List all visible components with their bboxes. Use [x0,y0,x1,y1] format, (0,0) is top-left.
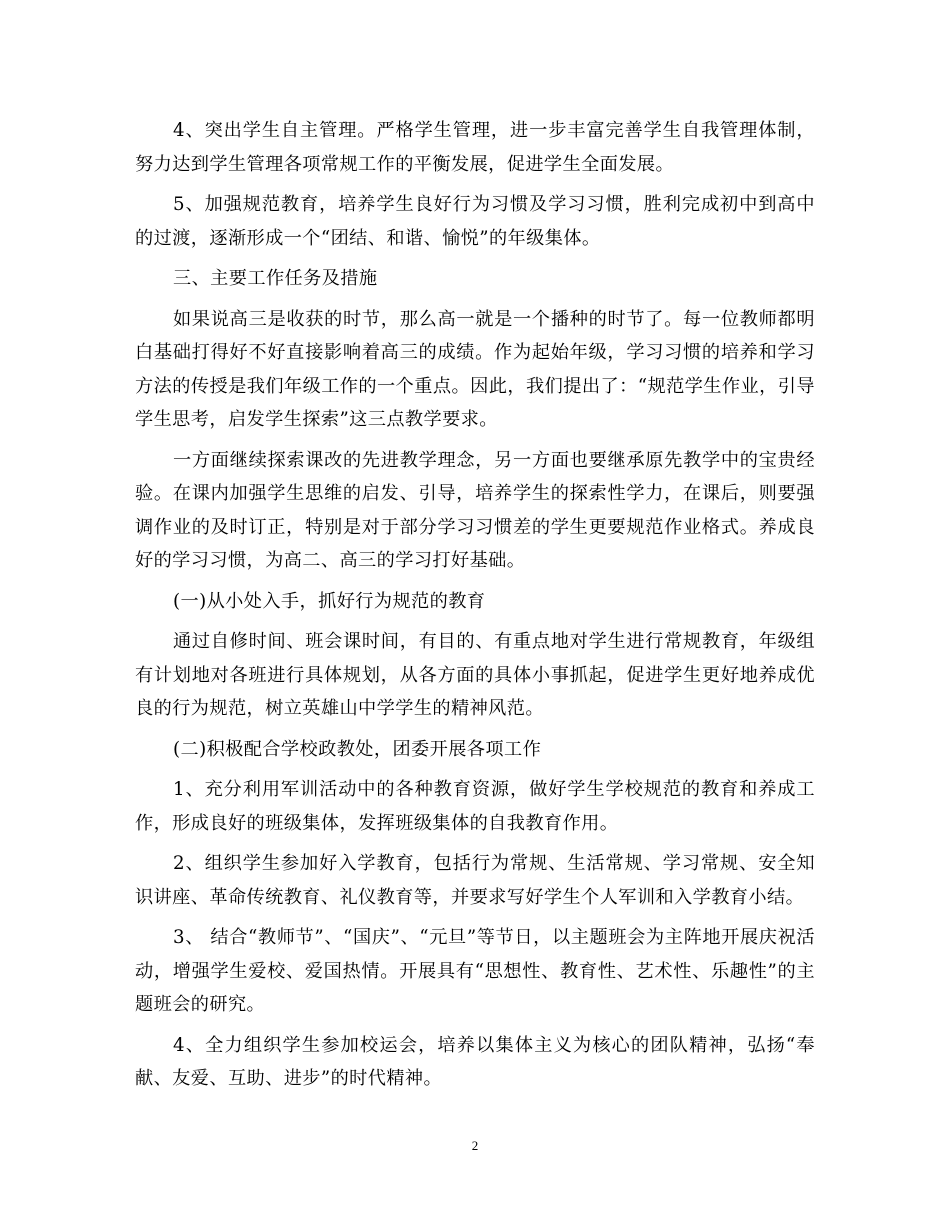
page-number: 2 [471,1138,479,1153]
list-item-military-training: 1、充分利用军训活动中的各种教育资源，做好学生学校规范的教育和养成工作，形成良好的班级集体，发挥班级集体的自我教育作用。 [135,779,815,834]
document-body [135,114,815,1103]
list-item-sports-meet: 4、全力组织学生参加校运会，培养以集体主义为核心的团队精神，弘扬“奉献、友爱、互助、进步”的时代精神。 [135,1034,815,1089]
subheading-behavior-norms: (一)从小处入手，抓好行为规范的教育 [173,590,486,612]
paragraph-item-5-standard-education: 5、加强规范教育，培养学生良好行为习惯及学习习惯，胜利完成初中到高中的过渡，逐渐形成一个“团结、和谐、愉悦”的年级集体。 [135,194,815,249]
paragraph-teaching-reform: 一方面继续探索课改的先进教学理念，另一方面也要继承原先教学中的宝贵经验。在课内加强学生思维的启发、引导，培养学生的探索性学力，在课后，则要强调作业的及时订正，特别是对于部分学习习惯差的学生更要规范作业格式。养成良好的学习习惯，为高二、高三的学习打好基础。 [135,449,815,571]
section-heading-main-tasks: 三、主要工作任务及措施 [173,268,378,289]
paragraph-item-4-self-management: 4、突出学生自主管理。严格学生管理，进一步丰富完善学生自我管理体制，努力达到学生管理各项常规工作的平衡发展，促进学生全面发展。 [135,120,815,175]
list-item-holiday-class-meetings: 3、 结合“教师节”、“国庆”、“元旦”等节日，以主题班会为主阵地开展庆祝活动，增强学生爱校、爱国热情。开展具有“思想性、教育性、艺术性、乐趣性”的主题班会的研究。 [135,927,815,1015]
paragraph-sowing-season: 如果说高三是收获的时节，那么高一就是一个播种的时节了。每一位教师都明白基础打得好不好直接影响着高三的成绩。作为起始年级，学习习惯的培养和学习方法的传授是我们年级工作的一个重点。因此，我们提出了：“规范学生作业，引导学生思考，启发学生探索”这三点教学要求。 [135,308,815,430]
list-item-entrance-education: 2、组织学生参加好入学教育，包括行为常规、生活常规、学习常规、安全知识讲座、革命传统教育、礼仪教育等，并要求写好学生个人军训和入学教育小结。 [135,853,815,908]
subheading-cooperate-departments: (二)积极配合学校政教处，团委开展各项工作 [173,738,542,760]
paragraph-routine-education: 通过自修时间、班会课时间，有目的、有重点地对学生进行常规教育，年级组有计划地对各班进行具体规划，从各方面的具体小事抓起，促进学生更好地养成优良的行为规范，树立英雄山中学学生的精神风范。 [135,631,815,719]
